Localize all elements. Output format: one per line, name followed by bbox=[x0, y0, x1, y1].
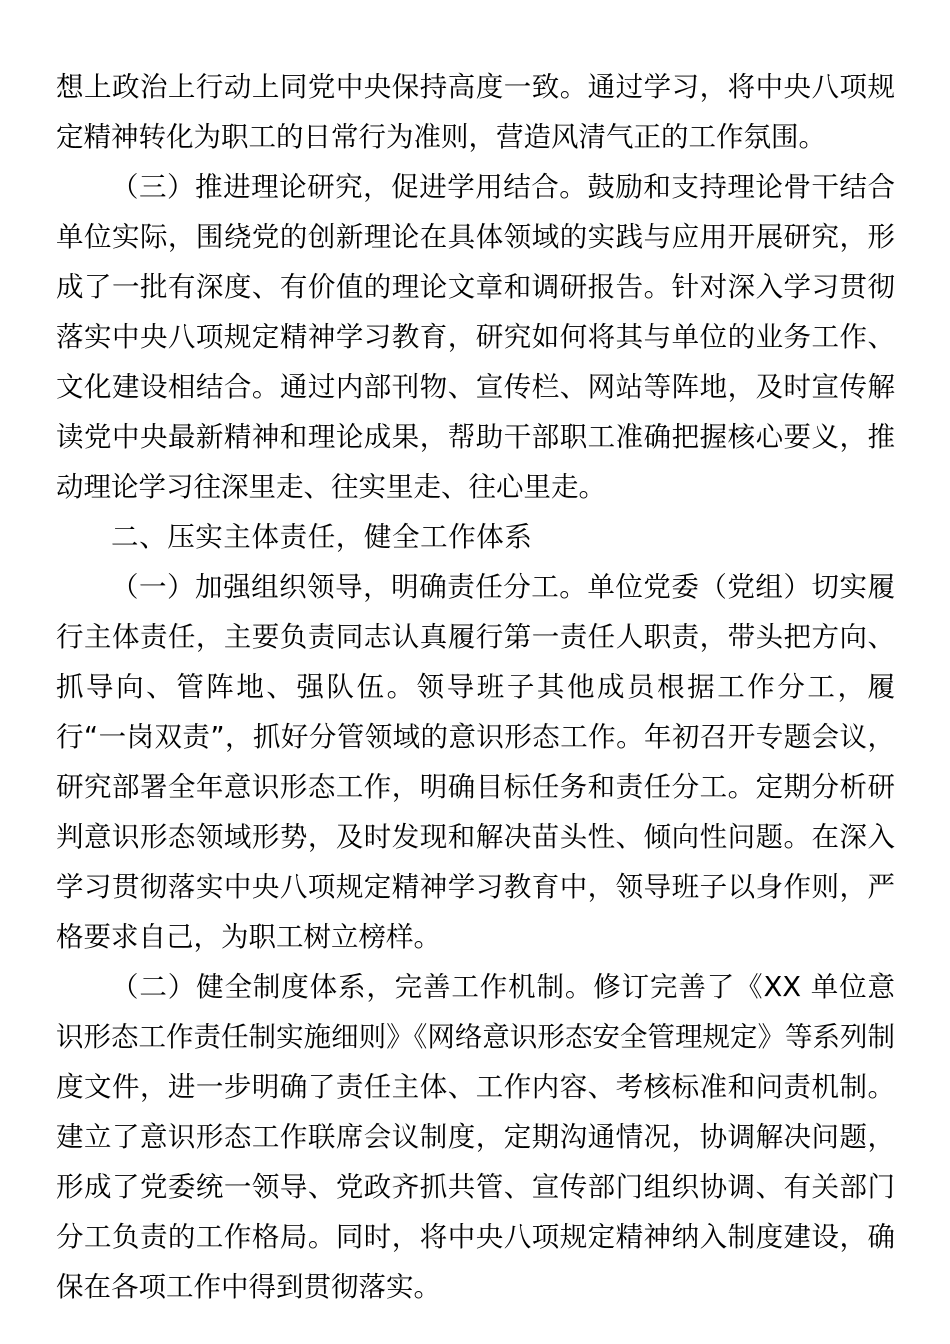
document-body bbox=[56, 62, 895, 1312]
paragraph-institutional-system: （二）健全制度体系，完善工作机制。修订完善了《XX 单位意识形态工作责任制实施细则》《网络意识形态安全管理规定》等系列制度文件，进一步明确了责任主体、工作内容、考核标准和问责机制。建立了意识形态工作联席会议制度，定期沟通情况，协调解决问题，形成了党委统一领导、党政齐抓共管、宣传部门组织协调、有关部门分工负责的工作格局。同时，将中央八项规定精神纳入制度建设，确保在各项工作中得到贯彻落实。 bbox=[56, 971, 895, 1303]
paragraph-continuation: 想上政治上行动上同党中央保持高度一致。通过学习，将中央八项规定精神转化为职工的日常行为准则，营造风清气正的工作氛围。 bbox=[56, 71, 895, 153]
section-heading-2: 二、压实主体责任，健全工作体系 bbox=[111, 521, 533, 553]
paragraph-theory-research: （三）推进理论研究，促进学用结合。鼓励和支持理论骨干结合单位实际，围绕党的创新理论在具体领域的实践与应用开展研究，形成了一批有深度、有价值的理论文章和调研报告。针对深入学习贯彻落实中央八项规定精神学习教育，研究如何将其与单位的业务工作、文化建设相结合。通过内部刊物、宣传栏、网站等阵地，及时宣传解读党中央最新精神和理论成果，帮助干部职工准确把握核心要义，推动理论学习往深里走、往实里走、往心里走。 bbox=[56, 171, 895, 503]
paragraph-organization-leadership: （一）加强组织领导，明确责任分工。单位党委（党组）切实履行主体责任，主要负责同志认真履行第一责任人职责，带头把方向、抓导向、管阵地、强队伍。领导班子其他成员根据工作分工，履行“一岗双责”，抓好分管领域的意识形态工作。年初召开专题会议，研究部署全年意识形态工作，明确目标任务和责任分工。定期分析研判意识形态领域形势，及时发现和解决苗头性、倾向性问题。在深入学习贯彻落实中央八项规定精神学习教育中，领导班子以身作则，严格要求自己，为职工树立榜样。 bbox=[56, 571, 895, 953]
